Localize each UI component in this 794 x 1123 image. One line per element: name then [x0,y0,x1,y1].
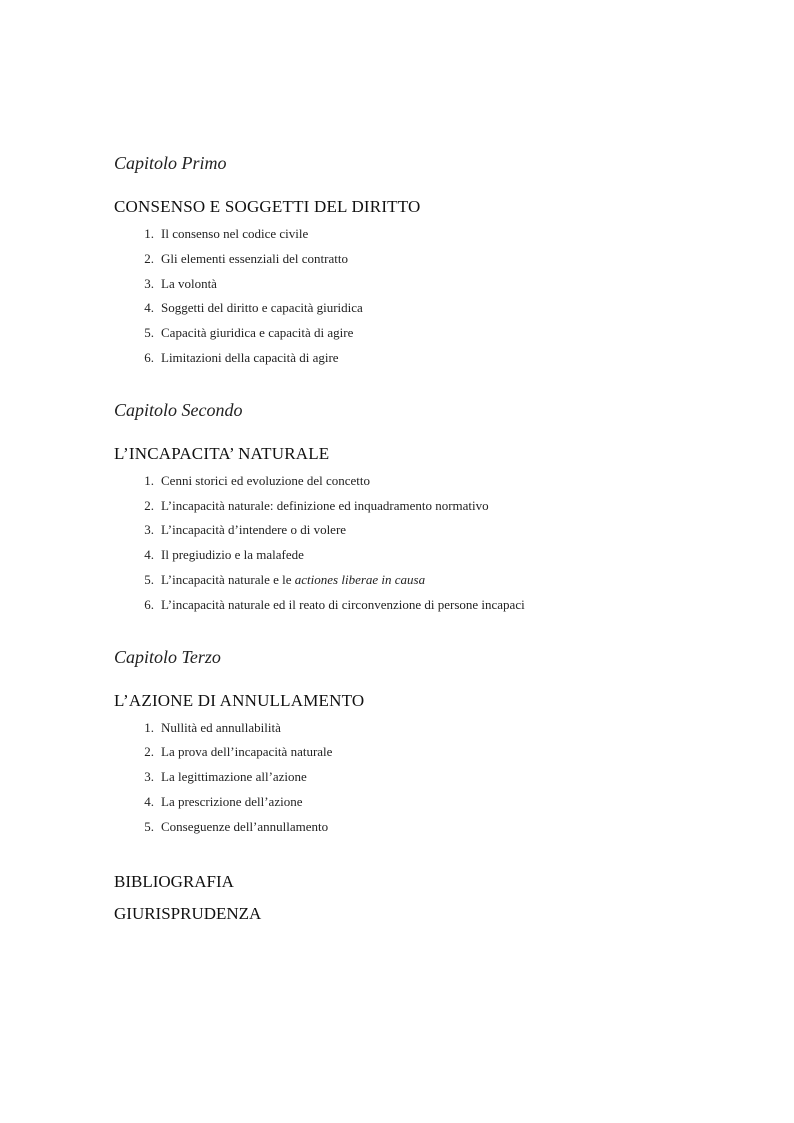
item-text: Conseguenze dell’annullamento [161,818,329,834]
item-text: Nullità ed annullabilità [161,719,281,735]
item-text: La prova dell’incapacità naturale [161,744,333,760]
item-number: 2 . [132,247,154,272]
item-number: 2 . [132,740,154,765]
item-number: 5 . [132,568,154,593]
item-text: La volontà [161,275,217,291]
chapter-label: Capitolo Terzo [114,646,221,667]
chapter-1 [114,150,734,371]
list-item [114,740,734,765]
list-item [114,469,734,494]
chapter-label: Capitolo Secondo [114,399,243,420]
item-text: L’incapacità d’intendere o di volere [161,522,347,538]
item-number: 4 . [132,296,154,321]
item-text: La legittimazione all’azione [161,769,307,785]
item-text: La prescrizione dell’azione [161,793,303,809]
section-list [114,716,734,840]
item-text: Limitazioni della capacità di agire [161,349,339,365]
chapter-title: CONSENSO E SOGGETTI DEL DIRITTO [114,197,421,216]
list-item [114,568,734,593]
chapter-3 [114,644,734,840]
section-list [114,222,734,371]
chapter-title: L’INCAPACITA’ NATURALE [114,443,330,463]
item-number: 3 . [132,272,154,297]
item-number: 1 . [132,716,154,741]
item-number: 3 . [132,765,154,790]
item-text: L’incapacità naturale: definizione ed inquadramento normativo [161,497,489,513]
list-item [114,346,734,371]
item-text: Il pregiudizio e la malafede [161,547,304,563]
section-list [114,469,734,618]
list-item [114,494,734,519]
jurisprudence-heading: GIURISPRUDENZA [114,903,262,923]
item-number: 2 . [132,494,154,519]
list-item [114,518,734,543]
item-number: 6 . [132,346,154,371]
item-text: Gli elementi essenziali del contratto [161,250,348,266]
item-number: 4 . [132,543,154,568]
chapter-title: L’AZIONE DI ANNULLAMENTO [114,690,365,710]
item-text: Soggetti del diritto e capacità giuridica [161,300,363,316]
item-number: 4 . [132,790,154,815]
item-number: 5 . [132,321,154,346]
item-number: 1 . [132,222,154,247]
item-text: Cenni storici ed evoluzione del concetto [161,472,371,488]
list-item [114,247,734,272]
table-of-contents [114,150,734,930]
item-number: 3 . [132,518,154,543]
list-item [114,765,734,790]
list-item [114,272,734,297]
chapter-2 [114,397,734,618]
list-item [114,593,734,618]
item-emphasis: actiones liberae in causa [294,571,426,587]
item-text: Capacità giuridica e capacità di agire [161,325,354,341]
item-number: 5 . [132,815,154,840]
item-text: L’incapacità naturale e le [161,571,295,587]
list-item [114,716,734,741]
item-text: L’incapacità naturale ed il reato di circonvenzione di persone incapaci [161,596,525,612]
back-matter [114,866,734,930]
list-item [114,222,734,247]
list-item [114,321,734,346]
list-item [114,543,734,568]
item-text: Il consenso nel codice civile [161,226,309,241]
chapter-label: Capitolo Primo [114,153,227,173]
item-number: 6 . [132,593,154,618]
item-number: 1 . [132,469,154,494]
bibliography-heading: BIBLIOGRAFIA [114,871,234,891]
list-item [114,790,734,815]
list-item [114,296,734,321]
list-item [114,815,734,840]
